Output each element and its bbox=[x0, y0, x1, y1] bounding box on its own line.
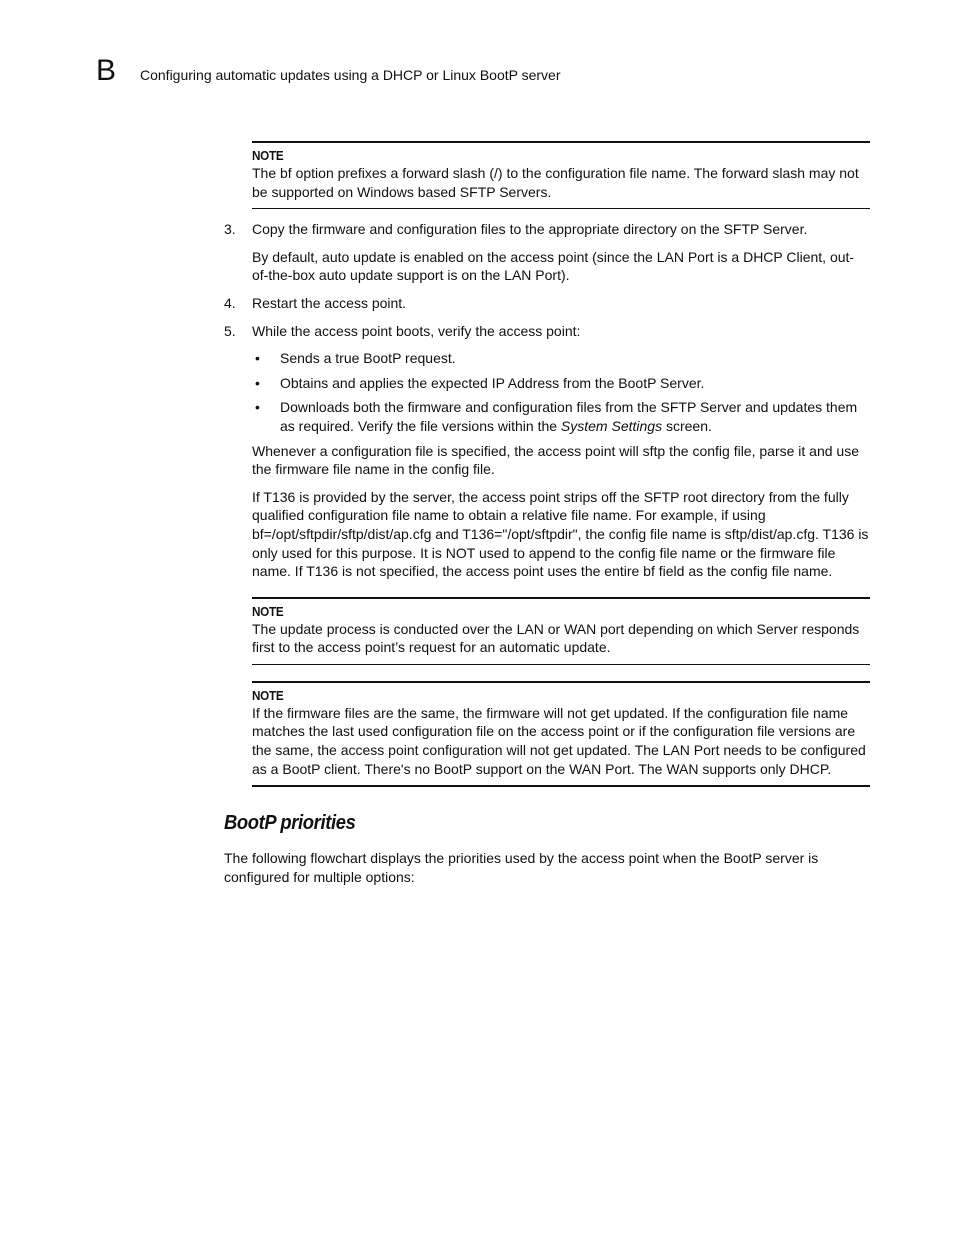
ui-term: System Settings bbox=[560, 417, 663, 434]
step-3 bbox=[224, 220, 870, 285]
section-intro: The following flowchart displays the priorities used by the access point when the BootP server is configured for multiple options: bbox=[224, 850, 819, 885]
step-number: 4. bbox=[224, 294, 236, 311]
bullet-icon: • bbox=[255, 350, 260, 367]
paragraph-config-file: Whenever a configuration file is specified, the access point will sftp the config file, parse it and use the firmware file name in the config file. bbox=[252, 442, 859, 478]
running-header-title: Configuring automatic updates using a DHCP or Linux BootP server bbox=[140, 67, 561, 83]
note-text: The update process is conducted over the LAN or WAN port depending on which Server responds first to the access point’s request for an automatic update. bbox=[252, 620, 860, 656]
bullet-icon: • bbox=[255, 399, 260, 416]
note-label: NOTE bbox=[252, 687, 284, 703]
note-box bbox=[252, 681, 870, 787]
list-item-text: Obtains and applies the expected IP Address from the BootP Server. bbox=[280, 374, 705, 391]
step-text: Restart the access point. bbox=[252, 294, 407, 311]
step-number: 3. bbox=[224, 221, 236, 238]
step-5 bbox=[224, 322, 870, 341]
note-text: The bf option prefixes a forward slash (/) to the configuration file name. The forward slash may not be supported on Windows based SFTP Servers. bbox=[252, 165, 859, 200]
note-text: If the firmware files are the same, the firmware will not get updated. If the configuration file name matches the last used configuration file on the access point or if the configuration file versions are the same, the access point configuration will not get updated. The LAN Port needs to be configured as a BootP client. There's no BootP support on the WAN Port. The WAN supports only DHCP. bbox=[252, 704, 866, 777]
note-box bbox=[252, 597, 870, 665]
bullet-list bbox=[252, 349, 870, 435]
appendix-letter: B bbox=[96, 54, 117, 87]
list-item bbox=[252, 398, 870, 435]
step-text: While the access point boots, verify the access point: bbox=[252, 322, 581, 339]
note-label: NOTE bbox=[252, 148, 284, 163]
bullet-icon: • bbox=[255, 374, 260, 391]
step-detail: By default, auto update is enabled on the access point (since the LAN Port is a DHCP Client, out-of-the-box auto update support is on the LAN Port). bbox=[252, 248, 855, 284]
list-item-text: Sends a true BootP request. bbox=[280, 350, 456, 367]
list-item bbox=[252, 374, 870, 393]
page-content bbox=[224, 141, 870, 886]
step-4 bbox=[224, 294, 870, 313]
paragraph-t136: If T136 is provided by the server, the access point strips off the SFTP root directory from the fully qualified configuration file name to obtain a relative file name. For example, if using bf=/opt/sftpdir/sftp/dist/ap.cfg and T136="/opt/sftpdir", the config file name is sftp/dist/ap.cfg. T136 is only used for this purpose. It is NOT used to append to the config file name or the firmware file name. If T136 is not specified, the access point uses the entire bf field as the config file name. bbox=[252, 488, 869, 580]
list-item bbox=[252, 349, 870, 368]
note-label: NOTE bbox=[252, 603, 284, 619]
step-number: 5. bbox=[224, 322, 236, 339]
section-heading: BootP priorities bbox=[224, 812, 356, 835]
step-text: Copy the firmware and configuration files to the appropriate directory on the SFTP Server. bbox=[252, 221, 808, 238]
note-box bbox=[252, 141, 870, 209]
list-item-text: Downloads both the firmware and configuration files from the SFTP Server and updates them as required. Verify the file versions within the System Settings screen. bbox=[280, 399, 858, 434]
